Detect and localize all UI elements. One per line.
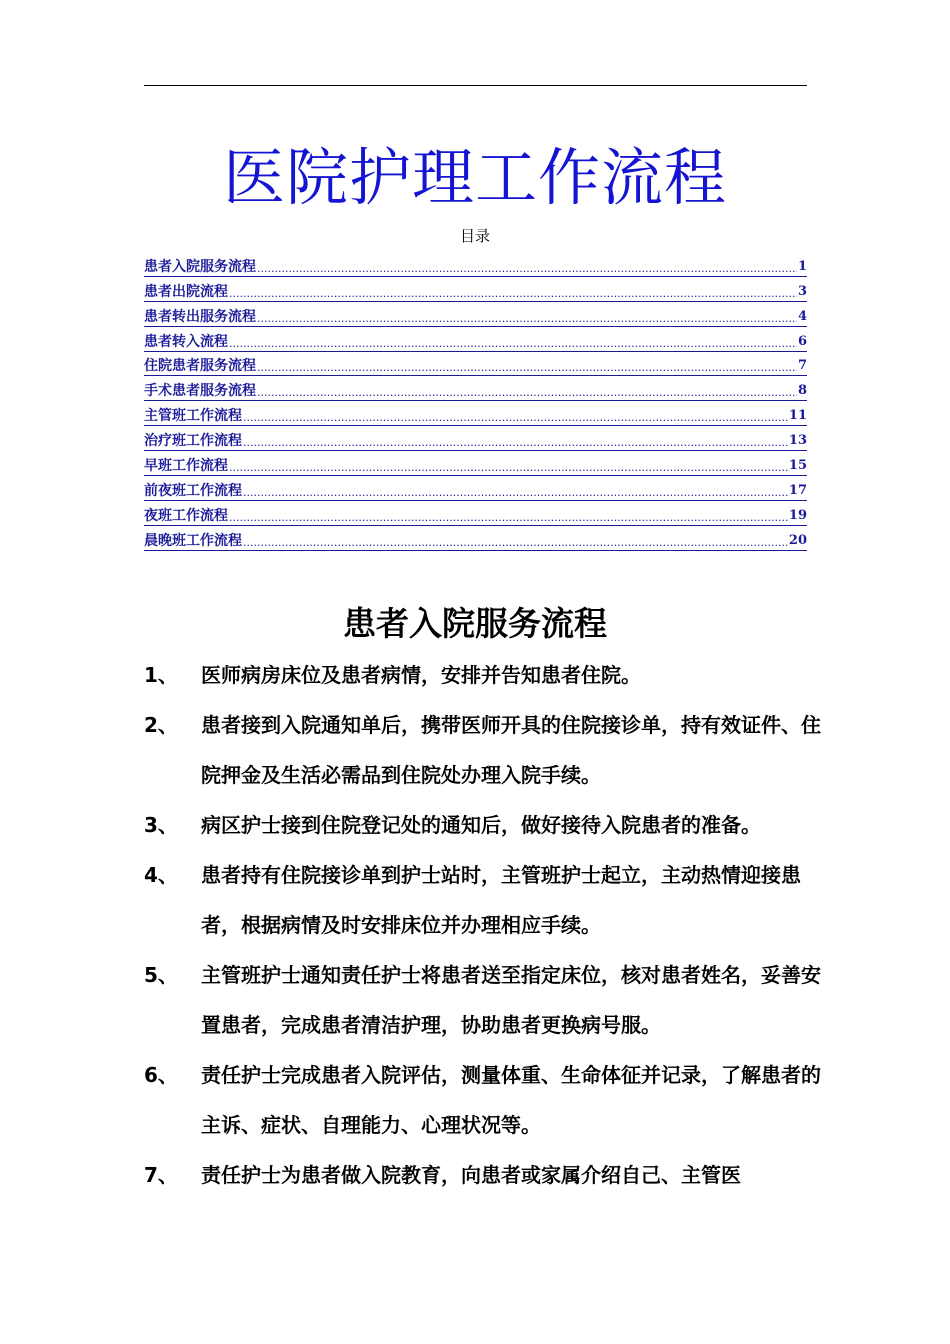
toc-entry-page: 13 [788,433,807,449]
step-list [144,650,824,1200]
toc-entry-page: 11 [788,408,807,424]
toc-entry-page: 6 [797,333,807,349]
toc-entry-label: 手术患者服务流程 [144,383,256,400]
toc-leader [243,486,788,500]
toc-entry-label: 治疗班工作流程 [144,433,242,450]
toc-leader [257,312,797,326]
toc-entry [144,451,807,476]
step-text: 病区护士接到住院登记处的通知后，做好接待入院患者的准备。 [201,813,761,837]
step-item [144,1150,824,1200]
step-item [144,700,824,800]
toc-link[interactable] [144,302,807,327]
toc-leader [243,436,788,450]
step-text: 责任护士完成患者入院评估，测量体重、生命体征并记录，了解患者的主诉、症状、自理能力、心理状况等。 [201,1063,821,1137]
table-of-contents [144,252,807,551]
toc-entry-page: 19 [788,507,807,523]
section-title: 患者入院服务流程 [343,604,607,643]
toc-entry-label: 患者出院流程 [144,283,228,300]
step-number: 6、 [144,1063,178,1087]
toc-entry [144,352,807,377]
toc-entry-label: 住院患者服务流程 [144,358,256,375]
toc-entry-page: 7 [797,358,807,374]
toc-leader [229,337,797,351]
toc-link[interactable] [144,426,807,451]
step-text: 医师病房床位及患者病情，安排并告知患者住院。 [201,663,641,687]
toc-link[interactable] [144,451,807,476]
toc-link[interactable] [144,277,807,302]
toc-entry-label: 主管班工作流程 [144,408,242,425]
step-text: 患者持有住院接诊单到护士站时，主管班护士起立，主动热情迎接患者，根据病情及时安排床位并办理相应手续。 [201,863,801,937]
toc-entry [144,501,807,526]
toc-entry-label: 患者转入流程 [144,333,228,350]
toc-entry-page: 17 [788,482,807,498]
step-text: 主管班护士通知责任护士将患者送至指定床位，核对患者姓名，妥善安置患者，完成患者清洁护理，协助患者更换病号服。 [201,963,821,1037]
toc-leader [229,287,797,301]
toc-heading: 目录 [459,227,490,245]
step-number: 5、 [144,963,178,987]
step-item [144,850,824,950]
toc-entry [144,376,807,401]
toc-entry-label: 前夜班工作流程 [144,482,242,499]
toc-leader [229,511,788,525]
toc-link[interactable] [144,401,807,426]
toc-link[interactable] [144,252,807,277]
toc-leader [257,262,797,276]
toc-entry [144,302,807,327]
step-item [144,800,824,850]
header-rule [144,85,807,86]
toc-entry-label: 患者入院服务流程 [144,258,256,275]
toc-link[interactable] [144,526,807,551]
toc-leader [229,461,788,475]
toc-leader [257,361,797,375]
toc-leader [243,411,788,425]
toc-entry-label: 早班工作流程 [144,458,228,475]
toc-leader [257,386,797,400]
step-number: 3、 [144,813,178,837]
toc-entry-label: 晨晚班工作流程 [144,532,242,549]
toc-entry [144,252,807,277]
toc-entry-page: 3 [797,283,807,299]
toc-entry [144,401,807,426]
step-number: 1、 [144,663,178,687]
toc-entry-page: 1 [797,258,807,274]
step-item [144,1050,824,1150]
step-number: 7、 [144,1163,178,1187]
toc-entry [144,476,807,501]
toc-link[interactable] [144,501,807,526]
toc-entry-page: 20 [788,532,807,548]
step-number: 2、 [144,713,178,737]
toc-entry-page: 4 [797,308,807,324]
step-item [144,650,824,700]
toc-entry [144,426,807,451]
toc-entry-page: 8 [797,383,807,399]
toc-leader [243,536,788,550]
step-text: 患者接到入院通知单后，携带医师开具的住院接诊单，持有效证件、住院押金及生活必需品到住院处办理入院手续。 [201,713,821,787]
toc-entry-label: 夜班工作流程 [144,507,228,524]
toc-entry-label: 患者转出服务流程 [144,308,256,325]
toc-entry-page: 15 [788,458,807,474]
document-title: 医院护理工作流程 [222,141,727,214]
step-number: 4、 [144,863,178,887]
toc-entry [144,277,807,302]
toc-entry [144,327,807,352]
toc-link[interactable] [144,376,807,401]
step-item [144,950,824,1050]
toc-link[interactable] [144,476,807,501]
step-text: 责任护士为患者做入院教育，向患者或家属介绍自己、主管医 [201,1163,741,1187]
toc-link[interactable] [144,352,807,377]
toc-entry [144,526,807,551]
toc-link[interactable] [144,327,807,352]
